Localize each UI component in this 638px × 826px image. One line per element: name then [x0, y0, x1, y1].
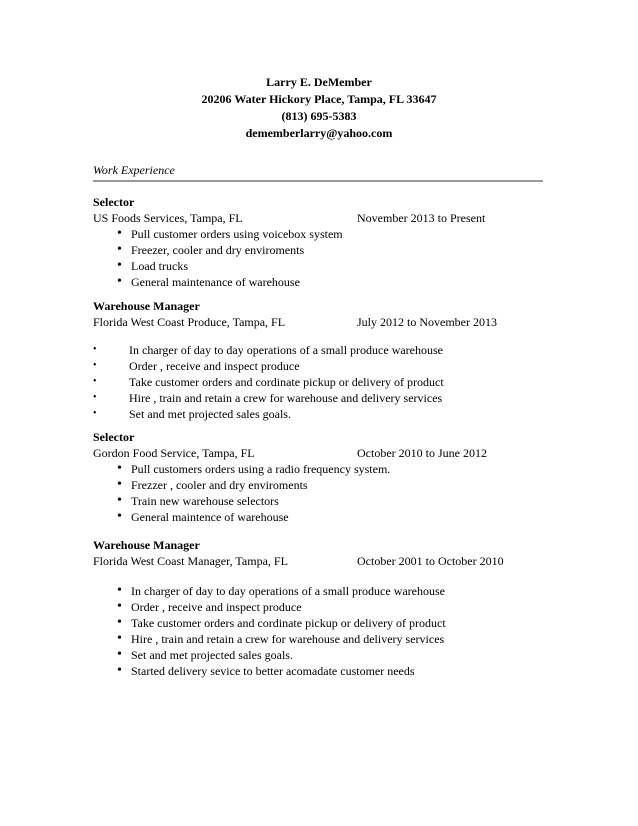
- applicant-phone: (813) 695-5383: [281, 109, 357, 123]
- duty-item: • General maintenance of warehouse: [93, 274, 553, 290]
- job-title: Warehouse Manager: [93, 299, 200, 313]
- job-duties-list: [93, 461, 553, 525]
- job-dates: July 2012 to November 2013: [357, 315, 497, 329]
- contact-header: [0, 74, 638, 142]
- job-duties-list: [93, 342, 553, 422]
- job-title: Selector: [93, 195, 135, 209]
- job-duties-list: [93, 226, 553, 290]
- job-dates: November 2013 to Present: [357, 211, 486, 225]
- duty-item: • Load trucks: [93, 258, 553, 274]
- applicant-name: Larry E. DeMember: [266, 75, 372, 89]
- duty-item: • General maintence of warehouse: [93, 509, 553, 525]
- job-dates: October 2010 to June 2012: [357, 446, 487, 460]
- job-duties-list: [93, 583, 553, 679]
- job-company: US Foods Services, Tampa, FL: [93, 211, 243, 225]
- duty-item: • Pull customers orders using a radio frequency system.: [93, 461, 553, 477]
- applicant-email: dememberlarry@yahoo.com: [245, 126, 393, 140]
- job-company: Gordon Food Service, Tampa, FL: [93, 446, 255, 460]
- job-company: Florida West Coast Manager, Tampa, FL: [93, 554, 288, 568]
- duty-item: • Train new warehouse selectors: [93, 493, 553, 509]
- duty-item: • Pull customer orders using voicebox system: [93, 226, 553, 242]
- duty-item: • Set and met projected sales goals.: [93, 647, 553, 663]
- duty-item: • In charger of day to day operations of a small produce warehouse: [93, 583, 553, 599]
- job-company-line: [93, 314, 553, 330]
- job-company-line: [93, 210, 553, 226]
- job-entry: [93, 537, 553, 679]
- duty-item: • Take customer orders and cordinate pickup or delivery of product: [93, 615, 553, 631]
- section-title-work-experience: Work Experience: [93, 162, 543, 182]
- duty-item: • Freezer, cooler and dry enviroments: [93, 242, 553, 258]
- duty-item: • Order , receive and inspect produce: [93, 358, 553, 374]
- duty-item: • Take customer orders and cordinate pickup or delivery of product: [93, 374, 553, 390]
- job-company-line: [93, 445, 553, 461]
- job-title: Warehouse Manager: [93, 538, 200, 552]
- job-company-line: [93, 553, 553, 569]
- job-entry: [93, 194, 553, 290]
- job-entry: [93, 298, 553, 422]
- applicant-address: 20206 Water Hickory Place, Tampa, FL 33647: [201, 92, 437, 106]
- job-title: Selector: [93, 430, 135, 444]
- duty-item: • Hire , train and retain a crew for warehouse and delivery services: [93, 390, 553, 406]
- duty-item: • In charger of day to day operations of a small produce warehouse: [93, 342, 553, 358]
- job-company: Florida West Coast Produce, Tampa, FL: [93, 315, 286, 329]
- duty-item: • Hire , train and retain a crew for warehouse and delivery services: [93, 631, 553, 647]
- duty-item: • Set and met projected sales goals.: [93, 406, 553, 422]
- job-entry: [93, 429, 553, 525]
- duty-item: • Started delivery sevice to better acomadate customer needs: [93, 663, 553, 679]
- job-dates: October 2001 to October 2010: [357, 554, 504, 568]
- duty-item: • Order , receive and inspect produce: [93, 599, 553, 615]
- duty-item: • Frezzer , cooler and dry enviroments: [93, 477, 553, 493]
